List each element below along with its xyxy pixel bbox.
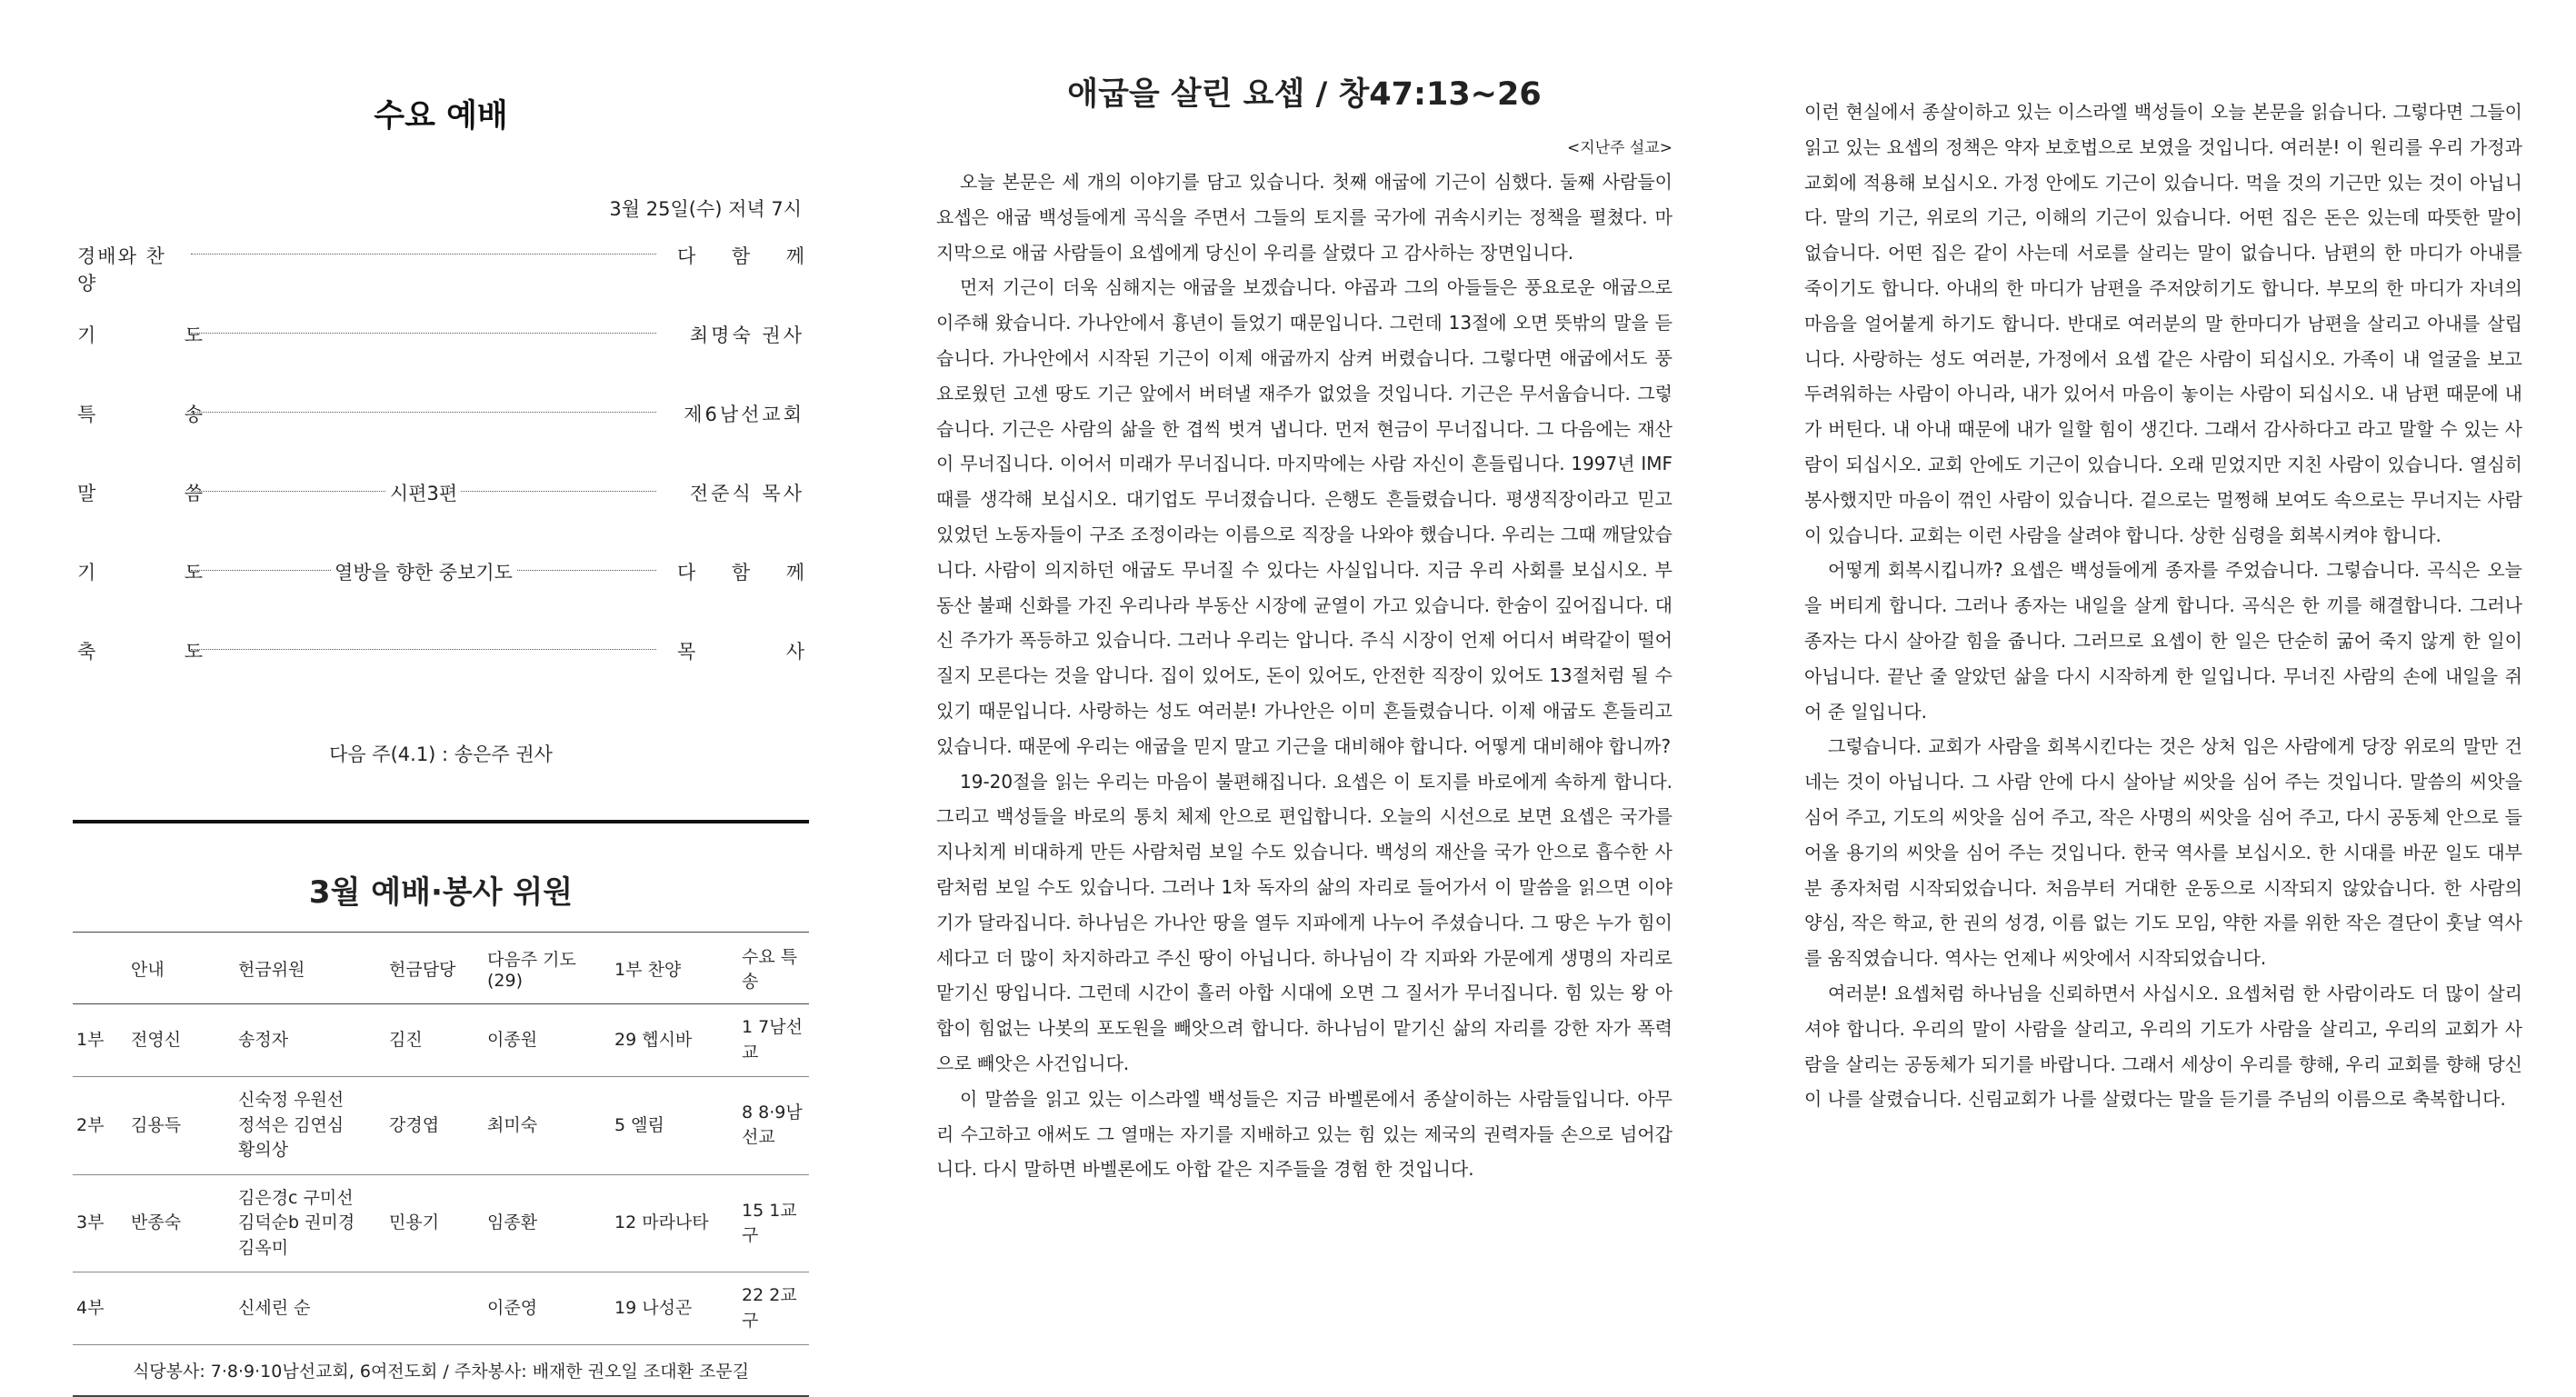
order-label-part: 특 xyxy=(77,404,98,425)
part-cell: 4부 xyxy=(73,1272,127,1345)
order-leader-part: 다 xyxy=(677,245,696,267)
col-header: 수요 특송 xyxy=(738,933,809,1004)
order-leader-part: 께 xyxy=(785,562,804,584)
sermon-continued-column xyxy=(1804,0,2522,1117)
order-leader-part: 함 xyxy=(731,562,751,584)
order-leader-part: 최명숙 권사 xyxy=(689,324,804,346)
order-label xyxy=(77,242,177,296)
section-divider xyxy=(73,820,809,823)
guide-cell: 전영신 xyxy=(127,1004,235,1077)
order-leader-name xyxy=(677,321,804,348)
special-cell: 22 2교구 xyxy=(738,1272,809,1345)
table-header-row xyxy=(73,933,809,1004)
prayer-cell: 이준영 xyxy=(484,1272,611,1345)
sermon-body xyxy=(936,165,1672,1187)
praise-cell: 12 마라나타 xyxy=(611,1174,738,1272)
prayer-cell: 최미숙 xyxy=(484,1077,611,1175)
manager-cell xyxy=(385,1272,484,1345)
order-label-part: 도 xyxy=(184,641,205,663)
order-leader-name xyxy=(677,637,804,664)
dotted-leader xyxy=(191,649,656,650)
order-label-part: 말 xyxy=(77,483,98,504)
guide-cell: 김용득 xyxy=(127,1077,235,1175)
col-header: 1부 찬양 xyxy=(611,933,738,1004)
special-cell: 1 7남선교 xyxy=(738,1004,809,1077)
order-leader-part: 사 xyxy=(785,641,804,663)
table-row xyxy=(73,1077,809,1175)
sermon-source: <지난주 설교> xyxy=(1566,139,1672,157)
part-cell: 3부 xyxy=(73,1174,127,1272)
offering-cell xyxy=(235,1174,385,1272)
sermon-body-continued xyxy=(1804,95,2522,1117)
offering-name: 황의상 xyxy=(238,1140,289,1161)
special-cell: 15 1교구 xyxy=(738,1174,809,1272)
offering-name: 송정자 xyxy=(238,1029,289,1050)
wednesday-title: 수요 예배 xyxy=(374,98,508,135)
order-label-part: 축 xyxy=(77,641,98,663)
order-row xyxy=(73,479,809,558)
praise-cell: 5 엘림 xyxy=(611,1077,738,1175)
order-label xyxy=(77,479,205,506)
guide-cell xyxy=(127,1272,235,1345)
sermon-column xyxy=(936,0,1672,1187)
offering-name: 신숙정 우원선 xyxy=(238,1090,344,1111)
praise-cell: 29 헵시바 xyxy=(611,1004,738,1077)
praise-cell: 19 나성곤 xyxy=(611,1272,738,1345)
order-row xyxy=(73,242,809,321)
sermon-paragraph: 그렇습니다. 교회가 사람을 회복시킨다는 것은 상처 입은 사람에게 당장 위로의 말만 건네는 것이 아닙니다. 그 사람 안에 다시 살아날 씨앗을 심어 주는 것입니다. 말씀의 씨앗을 심어 주고, 기도의 씨앗을 심어 주고, 작은 사명의 씨앗을 심어 주고, 다시 공동체 안으로 들어올 용기의 씨앗을 심어 주는 것입니다. 한국 역사를 보십시오. 한 시대를 바꾼 일도 대부분 종자처럼 시작되었습니다. 처음부터 거대한 운동으로 시작되지 않았습니다. 한 사람의 양심, 작은 학교, 한 권의 성경, 이름 없는 기도 모임, 약한 자를 위한 작은 결단이 훗날 역사를 움직였습니다. 역사는 언제나 씨앗에서 시작되었습니다. xyxy=(1804,735,2522,970)
order-leader-name xyxy=(677,242,804,269)
offering-name: 김덕순b 권미경 xyxy=(238,1212,355,1233)
order-label-part: 씀 xyxy=(184,483,205,504)
order-row xyxy=(73,321,809,400)
order-label-part: 기 xyxy=(77,324,98,346)
order-item: 시편3편 xyxy=(386,483,461,504)
manager-cell: 김진 xyxy=(385,1004,484,1077)
committee-title: 3월 예배·봉사 위원 xyxy=(308,874,574,911)
col-header: 헌금담당 xyxy=(385,933,484,1004)
table-row xyxy=(73,1004,809,1077)
service-footnote: 식당봉사: 7·8·9·10남선교회, 6여전도회 / 주차봉사: 배재한 권오일 조대환 조문길 xyxy=(73,1358,809,1397)
order-label xyxy=(77,558,205,585)
worship-column xyxy=(73,0,809,1397)
sermon-paragraph: 여러분! 요셉처럼 하나님을 신뢰하면서 사십시오. 요셉처럼 한 사람이라도 더 많이 살리셔야 합니다. 우리의 말이 사람을 살리고, 우리의 기도가 사람을 살리고, 우리의 교회가 사람을 살리는 공동체가 되기를 바랍니다. 그래서 세상이 우리를 향해, 우리 교회를 향해 당신이 나를 살렸습니다. 신림교회가 나를 살렸다는 말을 듣기를 주님의 이름으로 축복합니다. xyxy=(1804,982,2522,1111)
next-week-note: 다음 주(4.1) : 송은주 권사 xyxy=(329,743,553,765)
manager-cell: 강경엽 xyxy=(385,1077,484,1175)
offering-cell xyxy=(235,1077,385,1175)
dotted-leader xyxy=(191,333,656,334)
order-leader-name xyxy=(677,400,804,427)
order-item: 열방을 향한 중보기도 xyxy=(331,562,516,584)
sermon-paragraph: 이런 현실에서 종살이하고 있는 이스라엘 백성들이 오늘 본문을 읽습니다. 그렇다면 그들이 읽고 있는 요셉의 정책은 약자 보호법으로 보였을 것입니다. 여러분! 이 원리를 우리 가정과 교회에 적용해 보십시오. 가정 안에도 기근이 있습니다. 먹을 것의 기근만 있는 것이 아닙니다. 말의 기근, 위로의 기근, 이해의 기근이 있습니다. 어떤 집은 돈은 있는데 따뜻한 말이 없습니다. 어떤 집은 같이 사는데 서로를 살리는 말이 없습니다. 남편의 한 마디가 아내를 죽이기도 합니다. 아내의 한 마디가 남편을 주저앉히기도 합니다. 부모의 한 마디가 자녀의 마음을 얼어붙게 하기도 합니다. 반대로 여러분의 말 한마디가 남편을 살리고 아내를 살립니다. 사랑하는 성도 여러분, 가정에서 요셉 같은 사람이 되십시오. 가족이 내 얼굴을 보고 두려워하는 사람이 아니라, 내가 있어서 마음이 놓이는 사람이 되십시오. 내 남편 때문에 내가 버틴다. 내 아내 때문에 내가 일할 힘이 생긴다. 그래서 감사하다고 라고 말할 수 있는 사람이 되십시오. 교회 안에도 기근이 있습니다. 오래 믿었지만 지친 사람이 있습니다. 열심히 봉사했지만 마음이 꺾인 사람이 있습니다. 겉으로는 멀쩡해 보여도 속으로는 무너지는 사람이 있습니다. 교회는 이런 사람을 살려야 합니다. 상한 심령을 회복시켜야 합니다. xyxy=(1804,101,2522,546)
offering-name: 정석은 김연심 xyxy=(238,1114,344,1135)
sermon-paragraph: 먼저 기근이 더욱 심해지는 애굽을 보겠습니다. 야곱과 그의 아들들은 풍요로운 애굽으로 이주해 왔습니다. 가나안에서 흉년이 들었기 때문입니다. 그런데 13절에 오면 뜻밖의 말을 듣습니다. 가나안에서 시작된 기근이 이제 애굽까지 삼켜 버렸습니다. 그렇다면 애굽에서도 풍요로웠던 고센 땅도 기근 앞에서 버텨낼 재주가 없었을 것입니다. 기근은 무서웁습니다. 그렇습니다. 기근은 사람의 삶을 한 겹씩 벗겨 냅니다. 먼저 현금이 무너집니다. 그 다음에는 재산이 무너집니다. 이어서 미래가 무너집니다. 마지막에는 사람 자신이 흔들립니다. 1997년 IMF 때를 생각해 보십시오. 대기업도 무너졌습니다. 은행도 흔들렸습니다. 평생직장이라고 믿고 있었던 노동자들이 구조 조정이라는 이름으로 직장을 나와야 했습니다. 우리는 그때 깨달았습니다. 사람이 의지하던 애굽도 무너질 수 있다는 사실입니다. 지금 우리 사회를 보십시오. 부동산 불패 신화를 가진 우리나라 부동산 시장에 균열이 가고 있습니다. 한숨이 깊어집니다. 대신 주가가 폭등하고 있습니다. 그러나 우리는 압니다. 주식 시장이 언제 어디서 벼락같이 떨어질지 모른다는 것을 압니다. 집이 있어도, 돈이 있어도, 안전한 직장이 있어도 13절처럼 될 수 있기 때문입니다. 사랑하는 성도 여러분! 가나안은 이미 흔들렸습니다. 이제 애굽도 흔들리고 있습니다. 때문에 우리는 애굽을 믿지 말고 기근을 대비해야 합니다. 어떻게 대비해야 합니까? xyxy=(936,276,1672,757)
order-label xyxy=(77,321,205,348)
col-header: 안내 xyxy=(127,933,235,1004)
table-row xyxy=(73,1272,809,1345)
order-leader-name xyxy=(677,558,804,585)
table-row xyxy=(73,1174,809,1272)
sermon-paragraph: 19-20절을 읽는 우리는 마음이 불편해집니다. 요셉은 이 토지를 바로에게 속하게 합니다. 그리고 백성들을 바로의 통치 체제 안으로 편입합니다. 오늘의 시선으로 보면 요셉은 국가를 지나치게 비대하게 만든 사람처럼 보일 수도 있습니다. 백성의 재산을 국가 안으로 흡수한 사람처럼 보일 수도 있습니다. 그러나 1차 독자의 삶의 자리로 들어가서 이 말씀을 읽으면 이야기가 달라집니다. 하나님은 가나안 땅을 열두 지파에게 나누어 주셨습니다. 그 땅은 누가 힘이 세다고 더 많이 차지하라고 주신 땅이 아닙니다. 하나님이 각 지파와 가문에게 생명의 자리로 맡기신 땅입니다. 그런데 시간이 흘러 아합 시대에 오면 그 질서가 무너집니다. 힘 있는 왕 아합이 힘없는 나봇의 포도원을 빼앗으려 합니다. 하나님이 맡기신 삶의 자리를 강한 자가 폭력으로 빼앗은 사건입니다. xyxy=(936,770,1672,1074)
sermon-title: 애굽을 살린 요셉 / 창47:13~26 xyxy=(1067,76,1542,113)
sermon-paragraph: 이 말씀을 읽고 있는 이스라엘 백성들은 지금 바벨론에서 종살이하는 사람들입니다. 아무리 수고하고 애써도 그 열매는 자기를 지배하고 있는 힘 있는 제국의 권력자들 손으로 넘어갑니다. 다시 말하면 바벨론에도 아합 같은 지주들을 경험 한 것입니다. xyxy=(936,1087,1672,1181)
col-header: 다음주 기도(29) xyxy=(484,933,611,1004)
offering-cell xyxy=(235,1004,385,1077)
dotted-leader xyxy=(191,412,656,413)
offering-name: 김옥미 xyxy=(238,1237,289,1258)
part-cell: 1부 xyxy=(73,1004,127,1077)
manager-cell: 민용기 xyxy=(385,1174,484,1272)
order-label xyxy=(77,637,205,664)
offering-name: 신세린 순 xyxy=(238,1298,311,1319)
col-header: 헌금위원 xyxy=(235,933,385,1004)
sermon-paragraph: 어떻게 회복시킵니까? 요셉은 백성들에게 종자를 주었습니다. 그렇습니다. 곡식은 오늘을 버티게 합니다. 그러나 종자는 내일을 살게 합니다. 곡식은 한 끼를 해결합니다. 그러나 종자는 다시 살아갈 힘을 줍니다. 그러므로 요셉이 한 일은 단순히 굶어 죽지 않게 한 일이 아닙니다. 끝난 줄 알았던 삶을 다시 시작하게 한 일입니다. 무너진 사람의 손에 내일을 쥐어 준 일입니다. xyxy=(1804,559,2522,723)
order-leader-part: 제6남선교회 xyxy=(684,404,804,425)
order-label-part: 송 xyxy=(184,404,205,425)
order-label xyxy=(77,400,205,427)
order-row xyxy=(73,400,809,479)
order-leader-part: 께 xyxy=(785,245,804,267)
order-row xyxy=(73,558,809,637)
order-leader-name xyxy=(677,479,804,506)
service-date: 3월 25일(수) 저녁 7시 xyxy=(609,198,802,220)
order-leader-part: 목 xyxy=(677,641,696,663)
sermon-paragraph: 오늘 본문은 세 개의 이야기를 담고 있습니다. 첫째 애굽에 기근이 심했다. 둘째 사람들이 요셉은 애굽 백성들에게 곡식을 주면서 그들의 토지를 국가에 귀속시키는 정책을 펼쳤다. 마지막으로 애굽 사람들이 요셉에게 당신이 우리를 살렸다 고 감사하는 장면입니다. xyxy=(936,171,1673,264)
prayer-cell: 임종환 xyxy=(484,1174,611,1272)
order-label-part: 도 xyxy=(184,324,205,346)
order-row xyxy=(73,637,809,716)
prayer-cell: 이종원 xyxy=(484,1004,611,1077)
special-cell: 8 8·9남선교 xyxy=(738,1077,809,1175)
worship-order xyxy=(73,242,809,716)
order-leader-part: 다 xyxy=(677,562,696,584)
order-leader-part: 전준식 목사 xyxy=(689,483,804,504)
part-cell: 2부 xyxy=(73,1077,127,1175)
offering-cell xyxy=(235,1272,385,1345)
order-label-part: 도 xyxy=(184,562,205,584)
offering-name: 김은경c 구미선 xyxy=(238,1187,354,1208)
committee-table xyxy=(73,932,809,1345)
order-label-part: 경배와 찬양 xyxy=(77,245,166,294)
order-leader-part: 함 xyxy=(731,245,751,267)
order-label-part: 기 xyxy=(77,562,98,584)
guide-cell: 반종숙 xyxy=(127,1174,235,1272)
